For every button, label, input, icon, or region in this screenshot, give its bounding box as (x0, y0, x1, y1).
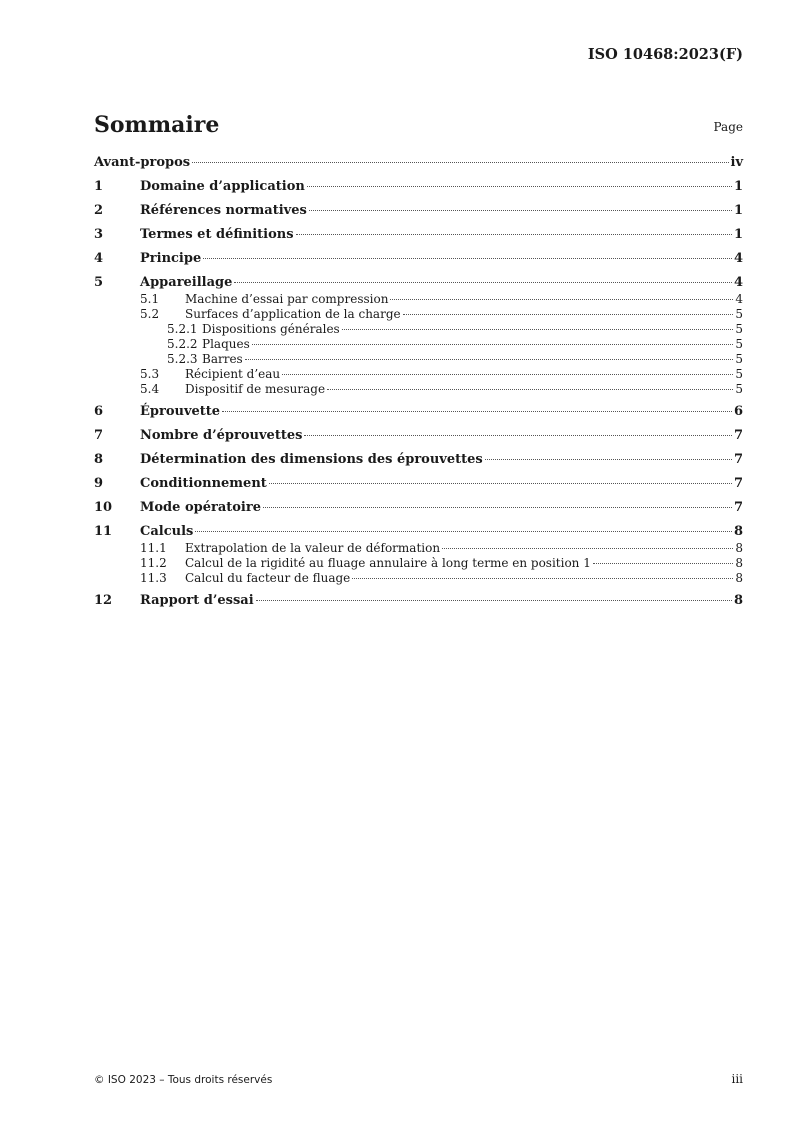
toc-entry[interactable] (94, 227, 743, 245)
toc-entry-page: 5 (735, 382, 743, 396)
toc-entry-page: iv (730, 155, 743, 170)
toc-entry-number: 5.2.1 (167, 322, 198, 336)
toc-entry[interactable] (94, 179, 743, 197)
toc-entry-title: Conditionnement (140, 476, 267, 491)
toc-entry-number: 5.2.3 (167, 352, 198, 366)
toc-entry[interactable] (94, 556, 743, 572)
page-column-label: Page (713, 120, 743, 134)
page-number: iii (731, 1072, 743, 1086)
toc-entry-number: 8 (94, 452, 104, 467)
dot-leader (296, 234, 732, 235)
toc-entry[interactable] (94, 541, 743, 557)
toc-entry-title: Appareillage (140, 275, 233, 290)
toc-entry-number: 5.2.2 (167, 337, 198, 351)
toc-entry-title: Domaine d’application (140, 179, 305, 194)
dot-leader (390, 299, 733, 300)
toc-entry-number: 5.2 (140, 307, 160, 321)
toc-entry[interactable] (94, 203, 743, 221)
toc-entry-page: 4 (733, 251, 743, 266)
dot-leader (195, 531, 732, 532)
toc-entry[interactable] (94, 428, 743, 446)
toc-entry[interactable] (94, 307, 743, 323)
toc-entry-title: Nombre d’éprouvettes (140, 428, 303, 443)
dot-leader (192, 162, 728, 163)
toc-entry-title: Dispositions générales (202, 322, 340, 336)
toc-entry-number: 5 (94, 275, 104, 290)
toc-entry[interactable] (94, 292, 743, 308)
toc-entry[interactable] (94, 337, 743, 353)
toc-entry-number: 3 (94, 227, 104, 242)
toc-entry-number: 11.2 (140, 556, 167, 570)
toc-entry-page: 5 (735, 337, 743, 351)
toc-entry-number: 11.3 (140, 571, 167, 585)
toc-entry-page: 8 (733, 524, 743, 539)
toc-entry-number: 5.4 (140, 382, 160, 396)
toc-entry-title: Principe (140, 251, 202, 266)
toc-entry-title: Éprouvette (140, 404, 221, 419)
toc-entry-page: 8 (735, 541, 743, 555)
toc-entry-number: 12 (94, 593, 113, 608)
toc-entry-number: 4 (94, 251, 104, 266)
dot-leader (269, 483, 732, 484)
toc-entry-number: 9 (94, 476, 104, 491)
toc-entry-page: 5 (735, 307, 743, 321)
toc-entry-title: Termes et définitions (140, 227, 294, 242)
dot-leader (442, 548, 733, 549)
toc-entry-title: Extrapolation de la valeur de déformation (185, 541, 441, 555)
toc-entry-number: 6 (94, 404, 104, 419)
document-id: ISO 10468:2023(F) (587, 46, 743, 63)
dot-leader (282, 374, 733, 375)
toc-entry[interactable] (94, 275, 743, 293)
copyright-notice: © ISO 2023 – Tous droits réservés (94, 1074, 273, 1086)
toc-entry-title: Détermination des dimensions des éprouvettes (140, 452, 483, 467)
toc-entry-title: Références normatives (140, 203, 307, 218)
toc-title: Sommaire (94, 112, 220, 138)
toc-entry[interactable] (94, 352, 743, 368)
toc-entry-title: Machine d’essai par compression (185, 292, 389, 306)
toc-entry-page: 6 (733, 404, 743, 419)
toc-entry-number: 10 (94, 500, 113, 515)
toc-entry-title: Calcul du facteur de fluage (185, 571, 351, 585)
dot-leader (203, 258, 732, 259)
dot-leader (327, 389, 733, 390)
dot-leader (403, 314, 734, 315)
toc-entry-number: 2 (94, 203, 104, 218)
toc-entry-title: Surfaces d’application de la charge (185, 307, 401, 321)
toc-entry-title: Avant-propos (94, 155, 191, 170)
toc-entry-number: 5.1 (140, 292, 160, 306)
toc-entry-title: Calcul de la rigidité au fluage annulaire à long terme en position 1 (185, 556, 591, 570)
toc-entry-page: 7 (733, 500, 743, 515)
toc-entry-page: 7 (733, 476, 743, 491)
toc-entry-page: 8 (735, 556, 743, 570)
toc-entry-page: 5 (735, 367, 743, 381)
toc-entry-page: 7 (733, 428, 743, 443)
toc-entry-page: 1 (733, 227, 743, 242)
toc-entry-title: Mode opératoire (140, 500, 261, 515)
toc-entry-page: 8 (735, 571, 743, 585)
dot-leader (352, 578, 733, 579)
dot-leader (309, 210, 732, 211)
toc-entry[interactable] (94, 367, 743, 383)
toc-entry[interactable] (94, 155, 743, 173)
toc-entry[interactable] (94, 322, 743, 338)
toc-entry-number: 5.3 (140, 367, 160, 381)
dot-leader (263, 507, 732, 508)
toc-entry-title: Plaques (202, 337, 250, 351)
dot-leader (304, 435, 732, 436)
toc-entry-page: 1 (733, 179, 743, 194)
toc-entry-page: 1 (733, 203, 743, 218)
dot-leader (307, 186, 732, 187)
toc-entry-page: 7 (733, 452, 743, 467)
dot-leader (245, 359, 734, 360)
toc-entry-page: 4 (733, 275, 743, 290)
toc-entry[interactable] (94, 476, 743, 494)
toc-entry-title: Rapport d’essai (140, 593, 254, 608)
toc-entry-page: 5 (735, 322, 743, 336)
dot-leader (252, 344, 734, 345)
toc-entry[interactable] (94, 404, 743, 422)
dot-leader (234, 282, 732, 283)
toc-entry-number: 1 (94, 179, 104, 194)
toc-header (94, 112, 743, 142)
toc-entry-number: 7 (94, 428, 104, 443)
toc-entry-number: 11.1 (140, 541, 167, 555)
toc-entry[interactable] (94, 500, 743, 518)
dot-leader (222, 411, 732, 412)
toc-entry-title: Calculs (140, 524, 194, 539)
toc-entry[interactable] (94, 452, 743, 470)
toc-entry[interactable] (94, 571, 743, 587)
toc-entry-title: Barres (202, 352, 243, 366)
toc-entry-title: Dispositif de mesurage (185, 382, 326, 396)
dot-leader (593, 563, 734, 564)
dot-leader (485, 459, 732, 460)
dot-leader (256, 600, 732, 601)
toc-entry[interactable] (94, 382, 743, 398)
table-of-contents (94, 155, 743, 611)
dot-leader (342, 329, 734, 330)
toc-entry[interactable] (94, 593, 743, 611)
toc-entry-title: Récipient d’eau (185, 367, 281, 381)
toc-entry-page: 5 (735, 352, 743, 366)
toc-entry-page: 4 (735, 292, 743, 306)
toc-entry-page: 8 (733, 593, 743, 608)
toc-entry-number: 11 (94, 524, 113, 539)
toc-entry[interactable] (94, 251, 743, 269)
toc-entry[interactable] (94, 524, 743, 542)
